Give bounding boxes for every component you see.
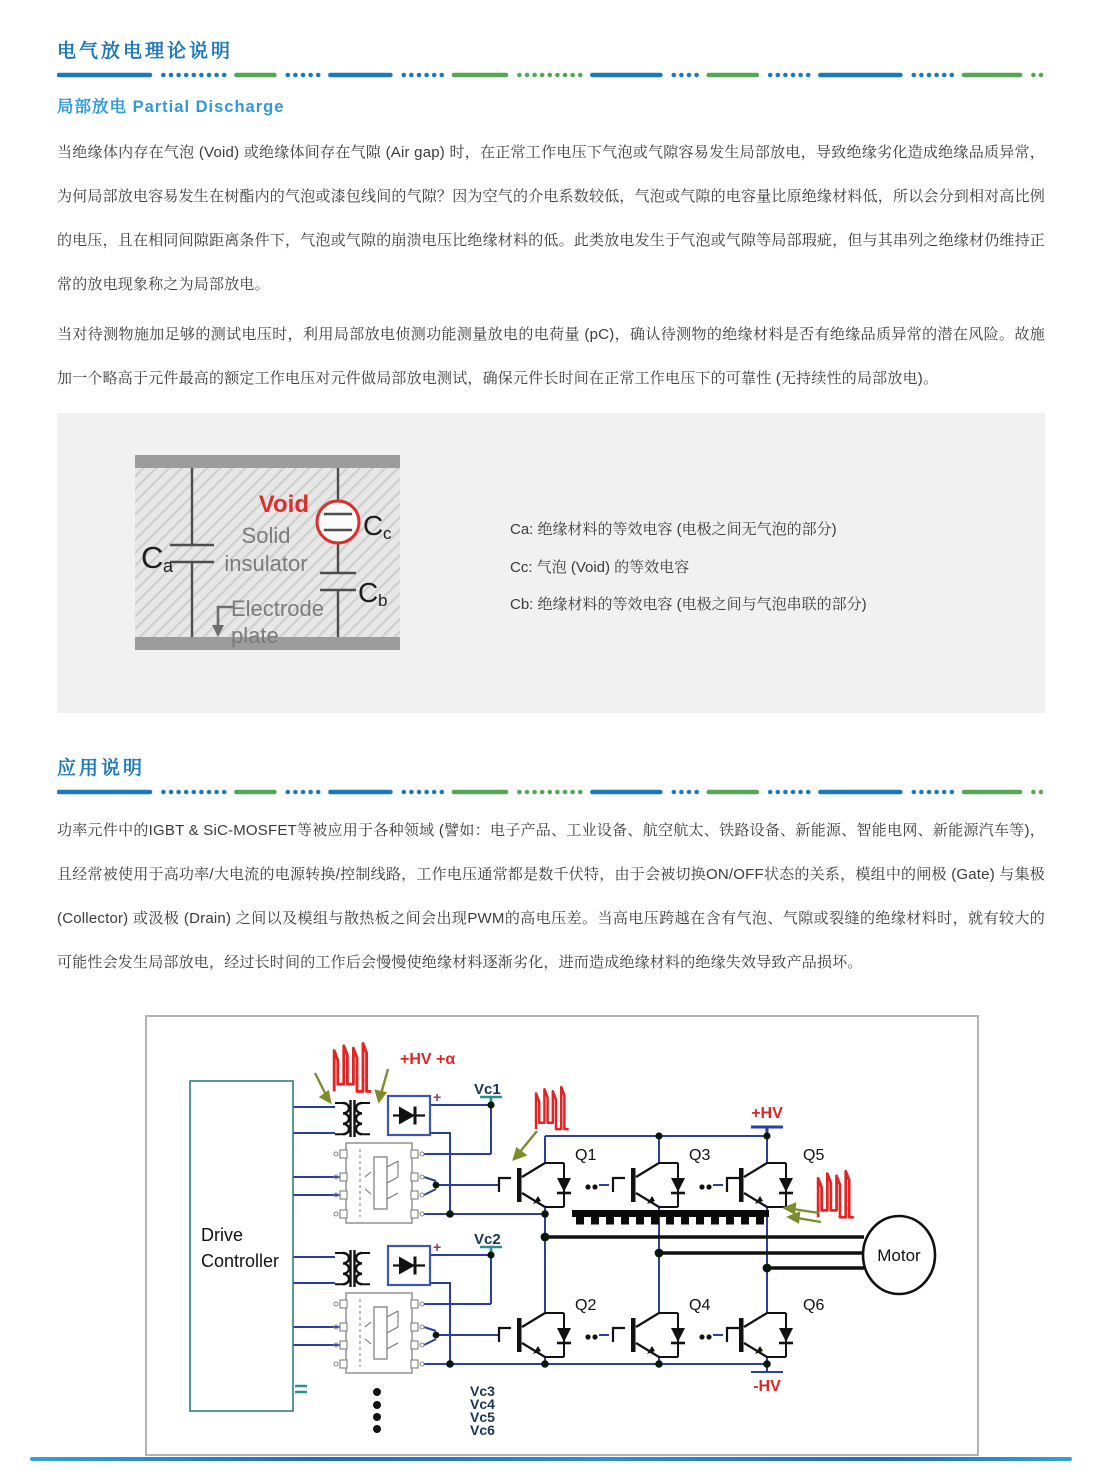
vc2-label: Vc2 [474, 1231, 501, 1248]
void-circle [317, 501, 359, 543]
ca-label: C [141, 540, 164, 575]
electrode-plate-top [135, 455, 400, 468]
motor-label: Motor [877, 1246, 921, 1265]
igbt-q6 [739, 1313, 793, 1357]
pwm-waveform-1 [334, 1043, 371, 1091]
q2-label: Q2 [575, 1297, 597, 1314]
solid-insulator-label-2: insulator [224, 551, 308, 576]
hv-plus-label: +HV [751, 1105, 783, 1122]
drive-controller-box [190, 1081, 293, 1411]
solid-insulator-label-1: Solid [241, 523, 291, 548]
optocoupler-1 [334, 1143, 424, 1223]
section1-paragraph-1: 当绝缘体内存在气泡 (Void) 或绝缘体间存在气隙 (Air gap) 时，在正常工作电压下气泡或气隙容易发生局部放电，导致绝缘劣化造成绝缘品质异常，为何局部放电容易发生在树酯内的气泡或漆包线间的气隙？因为空气的介电系数较低，气泡或气隙的电容量比原绝缘材料低，所以会分到相对高比例的电压，且在相同间隙距离条件下，气泡或气隙的崩溃电压比绝缘材料的低。此类放电发生于气泡或气隙等局部瑕疵，但与其串列之绝缘材仍维持正常的放电现象称之为局部放电。 [57, 144, 1046, 293]
void-label: Void [258, 491, 309, 518]
transformer-2 [335, 1250, 370, 1287]
section1-title: 电气放电理论说明 [57, 41, 234, 62]
footer-separator [30, 1457, 1072, 1461]
q4-label: Q4 [689, 1297, 711, 1314]
drive-controller-label-1: Drive [201, 1225, 244, 1245]
vc6-label: Vc6 [470, 1422, 495, 1438]
igbt-q5 [739, 1163, 793, 1207]
motor-phase-lines [545, 1237, 864, 1268]
electrode-plate-label-2: plate [231, 623, 279, 648]
igbt-q1 [517, 1163, 571, 1207]
vc1-label: Vc1 [474, 1081, 501, 1098]
vc4-label: Vc4 [470, 1396, 495, 1412]
hv-alpha-label: +HV +α [400, 1051, 456, 1068]
vc5-label: Vc5 [470, 1409, 495, 1425]
inverter-circuit-diagram [147, 1017, 977, 1454]
transformer-1 [335, 1100, 370, 1137]
q1-label: Q1 [575, 1147, 597, 1164]
heatsink [572, 1210, 769, 1221]
section1-subtitle: 局部放电 Partial Discharge [57, 98, 285, 116]
section2-title: 应用说明 [57, 758, 146, 779]
q6-label: Q6 [803, 1297, 825, 1314]
igbt-q4 [631, 1313, 685, 1357]
rectifier-1 [388, 1096, 430, 1135]
decorative-separator [57, 72, 1045, 78]
legend-cb: Cb: 绝缘材料的等效电容 (电极之间与气泡串联的部分) [510, 596, 867, 613]
electrode-plate-label-1: Electrode [231, 596, 324, 621]
ca-label-sub: a [163, 556, 174, 576]
decorative-separator-2 [57, 789, 1045, 795]
q3-label: Q3 [689, 1147, 711, 1164]
optocoupler-2 [334, 1293, 424, 1373]
inverter-circuit-figure [145, 1015, 979, 1456]
cb-label: C [358, 577, 379, 608]
igbt-q3 [631, 1163, 685, 1207]
rectifier-2 [388, 1246, 430, 1285]
q5-label: Q5 [803, 1147, 825, 1164]
gate-continuation-dots [585, 1184, 711, 1339]
legend-ca: Ca: 绝缘材料的等效电容 (电极之间无气泡的部分) [510, 521, 837, 538]
vc3-label: Vc3 [470, 1383, 495, 1399]
capacitor-model-diagram [57, 413, 1045, 713]
plus-polarity-1: + [433, 1089, 442, 1105]
cc-label-sub: c [383, 524, 392, 543]
cb-label-sub: b [378, 591, 388, 610]
cc-label: C [363, 510, 384, 541]
igbt-q2 [517, 1313, 571, 1357]
pwm-waveform-2 [536, 1087, 569, 1129]
section2-paragraph-1: 功率元件中的IGBT & SiC-MOSFET等被应用于各种领域 (譬如：电子产品、工业设备、航空航太、铁路设备、新能源、智能电网、新能源汽车等)，且经常被使用于高功率/大电流的电源转换/控制线路，工作电压通常都是数千伏特，由于会被切换ON/OFF状态的关系，模组中的闸极 (Gate) 与集极 (Collector) 或汲极 (Drain) 之间以及模组与散热板之间会出现PWM的高电压差。当高电压跨越在含有气泡、气隙或裂缝的绝缘材料时，就有较大的可能性会发生局部放电，经过长时间的工作后会慢慢使绝缘材料逐渐劣化，进而造成绝缘材料的绝缘失效导致产品损坏。 [57, 822, 1045, 971]
drive-controller-label-2: Controller [201, 1251, 280, 1271]
ellipsis-dots [373, 1388, 381, 1433]
section1-paragraph-2: 当对待测物施加足够的测试电压时，利用局部放电侦测功能测量放电的电荷量 (pC)，确认待测物的绝缘材料是否有绝缘品质异常的潜在风险。故施加一个略高于元件最高的额定工作电压对元件做局部放电测试，确保元件长时间在正常工作电压下的可靠性 (无持续性的局部放电)。 [57, 326, 1045, 387]
legend-cc: Cc: 气泡 (Void) 的等效电容 [510, 559, 690, 576]
pwm-waveform-3 [818, 1171, 854, 1217]
partial-discharge-figure [57, 413, 1045, 713]
plus-polarity-2: + [433, 1239, 442, 1255]
hv-minus-label: -HV [753, 1378, 781, 1395]
